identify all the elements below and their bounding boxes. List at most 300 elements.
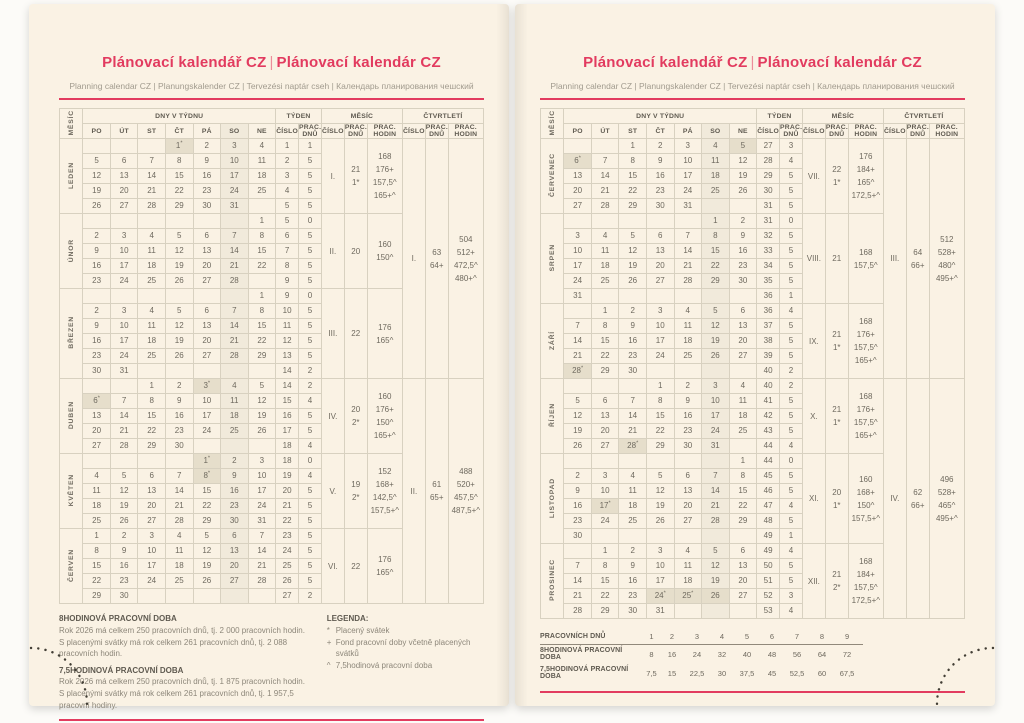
week-workdays-cell: 5	[299, 319, 322, 334]
conversion-value: 56	[792, 649, 802, 659]
conversion-row-label: 7,5HODINOVÁ PRACOVNÍ DOBA	[540, 666, 629, 681]
stat-line: 21	[832, 405, 842, 415]
day-cell: 5	[702, 304, 730, 319]
day-cell: 26	[564, 439, 592, 454]
day-cell: 20	[729, 334, 757, 349]
quarter-workdays-cell	[906, 139, 929, 379]
week-workdays-cell: 5	[299, 559, 322, 574]
day-cell: 7	[221, 304, 249, 319]
week-workdays-cell: 4	[780, 304, 803, 319]
paid-holiday-asterisk: *	[580, 365, 584, 372]
stat-line: 20	[351, 246, 361, 256]
day-cell: 19	[729, 169, 757, 184]
month-number-header: ČÍSLO	[802, 124, 825, 139]
day-cell: 29	[702, 274, 730, 289]
day-cell	[674, 454, 702, 469]
day-cell	[165, 454, 193, 469]
day-cell: 12	[564, 409, 592, 424]
day-cell: 19	[165, 334, 193, 349]
weekday-header: ČT	[646, 124, 674, 139]
month-workdays-cell	[344, 529, 367, 604]
day-cell: 6	[591, 394, 619, 409]
week-number-cell: 18	[276, 454, 299, 469]
week-number-cell: 2	[276, 154, 299, 169]
month-hours-cell	[848, 214, 883, 304]
day-cell: 1	[591, 544, 619, 559]
day-cell: 5	[83, 154, 111, 169]
day-cell: 10	[221, 154, 249, 169]
month-workdays-cell	[825, 544, 848, 619]
stat-line: 150^	[857, 500, 875, 510]
day-cell: 26	[729, 184, 757, 199]
day-cell	[83, 139, 111, 154]
week-workdays-cell: 0	[299, 289, 322, 304]
day-cell: 8	[165, 154, 193, 169]
quarter-workdays-header	[906, 124, 929, 139]
week-number-cell: 38	[757, 334, 780, 349]
day-cell	[193, 589, 221, 604]
day-cell	[221, 289, 249, 304]
column-group-month: MĚSÍC	[321, 109, 402, 124]
stat-line: 504	[459, 234, 473, 244]
day-cell: 5	[702, 544, 730, 559]
day-cell: 24	[564, 274, 592, 289]
quarter-number-header: ČÍSLO	[883, 124, 906, 139]
day-cell: 22	[138, 424, 166, 439]
day-cell: 10	[646, 559, 674, 574]
day-cell: 12	[83, 169, 111, 184]
quarter-number-cell	[883, 139, 906, 379]
day-cell: 3	[248, 454, 276, 469]
week-workdays-cell: 3	[780, 589, 803, 604]
week-number-cell: 16	[276, 409, 299, 424]
day-cell: 24	[646, 349, 674, 364]
stat-line: 64	[913, 247, 923, 257]
stat-line: 472,5^	[453, 260, 478, 270]
day-cell: 15	[83, 559, 111, 574]
legend-title: LEGENDA:	[326, 614, 369, 624]
day-cell: 2	[646, 139, 674, 154]
quarter-hours-header	[448, 124, 483, 139]
day-cell: 14	[221, 319, 249, 334]
day-cell: 7	[110, 394, 138, 409]
stat-line: 184+	[856, 165, 875, 175]
day-cell: 8	[83, 544, 111, 559]
week-workdays-cell: 5	[780, 169, 803, 184]
stat-line: 2*	[351, 493, 360, 503]
table-body	[540, 630, 863, 683]
column-header-month	[541, 109, 564, 139]
day-cell: 24	[674, 184, 702, 199]
stat-line: 1*	[832, 343, 841, 353]
conversion-value: 60	[817, 668, 827, 678]
day-cell: 7	[165, 469, 193, 484]
stat-line: 64+	[429, 260, 444, 270]
conversion-value: 48	[767, 649, 777, 659]
stat-line: 1*	[351, 178, 360, 188]
week-workdays-cell: 5	[299, 349, 322, 364]
week-number-cell: 51	[757, 574, 780, 589]
day-cell: 19	[248, 409, 276, 424]
conversion-value: 37,5	[739, 668, 755, 678]
stat-line: 150^	[376, 253, 394, 263]
month-name-vertical: BŘEZEN	[67, 316, 75, 350]
stat-line: III.	[328, 329, 338, 339]
day-cell	[564, 139, 592, 154]
stat-line: 62	[913, 487, 923, 497]
month-workdays-cell	[344, 454, 367, 529]
day-cell: 17	[702, 409, 730, 424]
day-cell: 30	[221, 514, 249, 529]
day-cell	[619, 289, 647, 304]
header-line: PRAC.	[935, 124, 958, 132]
day-cell: 17	[138, 559, 166, 574]
day-cell	[221, 364, 249, 379]
conversion-row	[540, 645, 863, 665]
day-cell: 8	[702, 229, 730, 244]
day-cell: 14	[619, 409, 647, 424]
month-workdays-header	[344, 124, 367, 139]
day-cell: 6	[729, 304, 757, 319]
day-cell: 31	[564, 289, 592, 304]
day-cell: 12	[165, 244, 193, 259]
day-cell: 8	[619, 154, 647, 169]
day-cell: 15	[702, 244, 730, 259]
day-cell: 9	[619, 559, 647, 574]
stat-line: 165+^	[373, 191, 396, 201]
title-separator: |	[750, 54, 755, 72]
week-workdays-cell: 4	[780, 154, 803, 169]
quarter-hours-header	[929, 124, 964, 139]
day-cell: 1	[619, 139, 647, 154]
day-cell: 19	[83, 184, 111, 199]
day-cell	[674, 604, 702, 619]
day-cell: 27	[729, 589, 757, 604]
weekday-header: ST	[619, 124, 647, 139]
quarter-number-cell	[402, 139, 425, 379]
month-number-cell	[321, 289, 344, 379]
stat-line: 160	[859, 474, 873, 484]
day-cell: 9	[83, 244, 111, 259]
day-cell: 3	[564, 229, 592, 244]
day-cell: 18	[221, 409, 249, 424]
column-group-weekdays: DNY V TÝDNU	[83, 109, 276, 124]
header-line: DNŮ	[829, 131, 845, 139]
day-cell: 18	[138, 334, 166, 349]
week-workdays-cell: 2	[299, 589, 322, 604]
day-cell: 6	[729, 544, 757, 559]
day-cell: 20	[83, 424, 111, 439]
day-cell: 6*	[564, 154, 592, 169]
title-slovak: Plánovací kalendár CZ	[276, 54, 441, 72]
day-cell: 27	[646, 274, 674, 289]
week-workdays-cell: 5	[299, 244, 322, 259]
paid-holiday-asterisk: *	[180, 140, 183, 147]
day-cell: 15	[591, 334, 619, 349]
table-body	[60, 139, 484, 604]
stat-line: I.	[411, 254, 417, 264]
day-cell	[702, 529, 730, 544]
day-cell: 23	[564, 514, 592, 529]
conversion-value: 16	[667, 649, 677, 659]
day-cell: 23	[221, 499, 249, 514]
perforation-corner-icon	[931, 642, 995, 706]
head-row-columns	[60, 124, 484, 139]
stat-line: 150^	[376, 418, 394, 428]
stat-line: IX.	[808, 336, 819, 346]
day-cell: 21	[138, 184, 166, 199]
page-left	[29, 4, 509, 710]
page-title	[59, 54, 484, 71]
day-cell: 13	[138, 484, 166, 499]
day-cell: 15	[248, 244, 276, 259]
stat-line: III.	[890, 254, 900, 264]
week-number-cell: 25	[276, 559, 299, 574]
day-cell: 5	[165, 229, 193, 244]
conversion-row	[540, 664, 863, 683]
week-workdays-cell: 5	[299, 334, 322, 349]
quarter-number-cell	[402, 379, 425, 604]
day-cell: 2	[564, 469, 592, 484]
day-cell	[646, 289, 674, 304]
day-cell: 23	[729, 259, 757, 274]
day-cell: 19	[702, 334, 730, 349]
day-cell: 2	[619, 544, 647, 559]
day-cell	[702, 454, 730, 469]
month-hours-cell	[367, 289, 402, 379]
month-number-cell	[321, 454, 344, 529]
week-number-cell: 29	[757, 169, 780, 184]
stat-line: 21	[832, 570, 842, 580]
day-cell	[674, 364, 702, 379]
stat-line: 22	[351, 329, 361, 339]
conversion-value: 15	[667, 668, 677, 678]
stat-line: 165+^	[373, 431, 396, 441]
day-cell: 19	[702, 574, 730, 589]
month-name-cell	[60, 139, 83, 214]
day-cell: 21	[674, 259, 702, 274]
working-time-notes	[59, 613, 311, 711]
day-cell: 24	[110, 274, 138, 289]
day-cell: 9	[110, 544, 138, 559]
week-number-cell: 22	[276, 514, 299, 529]
day-cell: 12	[165, 319, 193, 334]
week-workdays-cell: 4	[299, 469, 322, 484]
month-name-cell	[60, 289, 83, 379]
day-cell	[221, 439, 249, 454]
day-cell: 28	[165, 514, 193, 529]
stat-line: II.	[410, 486, 418, 496]
day-cell: 6	[221, 529, 249, 544]
day-cell: 6	[138, 469, 166, 484]
day-cell: 21	[248, 559, 276, 574]
day-cell	[221, 214, 249, 229]
day-cell: 21	[564, 349, 592, 364]
day-cell	[729, 289, 757, 304]
column-group-quarter: ČTVRTLETÍ	[402, 109, 483, 124]
week-number-cell: 9	[276, 289, 299, 304]
day-cell: 22	[83, 574, 111, 589]
day-cell	[165, 364, 193, 379]
day-cell: 20	[674, 499, 702, 514]
week-number-cell: 28	[757, 154, 780, 169]
week-workdays-cell: 5	[299, 574, 322, 589]
day-cell: 11	[248, 154, 276, 169]
day-cell: 29	[619, 199, 647, 214]
day-cell: 14	[221, 244, 249, 259]
day-cell: 18	[165, 559, 193, 574]
day-cell	[564, 214, 592, 229]
stat-line: 20	[832, 487, 842, 497]
stat-line: 528+	[937, 487, 956, 497]
day-cell	[729, 529, 757, 544]
week-number-cell: 31	[757, 214, 780, 229]
stat-line: 168+	[856, 487, 875, 497]
day-cell: 26	[165, 274, 193, 289]
day-cell	[110, 214, 138, 229]
calendar-right	[540, 108, 965, 619]
day-cell: 8	[248, 229, 276, 244]
day-cell: 31	[110, 364, 138, 379]
week-workdays-cell: 5	[299, 499, 322, 514]
week-number-cell: 14	[276, 379, 299, 394]
day-cell	[193, 364, 221, 379]
month-name-cell	[541, 379, 564, 454]
day-cell: 31	[674, 199, 702, 214]
day-cell	[83, 214, 111, 229]
month-name-vertical: ZÁŘÍ	[548, 330, 556, 350]
stat-line: IV.	[328, 411, 338, 421]
day-cell: 16	[674, 409, 702, 424]
conversion-row-label: PRACOVNÍCH DNŮ	[540, 630, 640, 645]
legend-item	[327, 660, 484, 672]
day-cell: 3	[646, 304, 674, 319]
conversion-value: 7,5	[646, 668, 657, 678]
title-czech: Plánovací kalendář CZ	[102, 54, 267, 72]
day-cell: 7	[248, 529, 276, 544]
week-number-cell: 37	[757, 319, 780, 334]
paid-holiday-asterisk: *	[207, 470, 211, 477]
day-cell: 23	[83, 349, 111, 364]
footer-rule	[540, 691, 965, 693]
day-cell: 28*	[564, 364, 592, 379]
day-cell: 11	[591, 244, 619, 259]
stat-line: 21	[832, 254, 842, 264]
week-workdays-cell: 5	[299, 229, 322, 244]
week-number-cell: 20	[276, 484, 299, 499]
day-cell: 2	[83, 229, 111, 244]
day-cell: 9	[83, 319, 111, 334]
conversion-value: 64	[817, 649, 827, 659]
week-number-cell: 5	[276, 214, 299, 229]
day-cell: 7	[564, 319, 592, 334]
stat-line: 176	[859, 152, 873, 162]
header-line: DNŮ	[348, 131, 364, 139]
day-cell: 22	[193, 499, 221, 514]
day-cell: 14	[248, 544, 276, 559]
header-line: HODIN	[935, 131, 959, 139]
day-cell: 5	[619, 229, 647, 244]
month-name-cell	[60, 379, 83, 454]
week-number-cell: 27	[757, 139, 780, 154]
head-row-groups	[60, 109, 484, 124]
day-cell: 4	[165, 529, 193, 544]
week-number-cell: 33	[757, 244, 780, 259]
week-workdays-cell: 5	[780, 244, 803, 259]
month-hours-header	[367, 124, 402, 139]
month-name-vertical: ČERVENEC	[548, 153, 556, 198]
quarter-hours-cell	[448, 379, 483, 604]
week-workdays-cell: 5	[780, 514, 803, 529]
weekday-header: SO	[702, 124, 730, 139]
weekday-header: SO	[221, 124, 249, 139]
day-cell: 19	[165, 259, 193, 274]
day-cell: 17	[674, 169, 702, 184]
day-cell: 16	[646, 169, 674, 184]
day-cell: 8	[248, 304, 276, 319]
month-workdays-cell	[825, 454, 848, 544]
day-cell: 10	[674, 154, 702, 169]
day-cell: 16	[193, 169, 221, 184]
day-cell: 14	[564, 574, 592, 589]
title-separator: |	[269, 54, 274, 72]
weekday-header: NE	[729, 124, 757, 139]
week-number-header: ČÍSLO	[276, 124, 299, 139]
day-cell: 10	[646, 319, 674, 334]
planning-calendar-table	[59, 108, 484, 604]
month-hours-cell	[848, 454, 883, 544]
day-cell: 25	[248, 184, 276, 199]
month-name-vertical: SRPEN	[548, 243, 556, 272]
week-workdays-cell: 4	[299, 439, 322, 454]
table-head	[60, 109, 484, 139]
day-cell: 13	[591, 409, 619, 424]
day-cell: 4	[674, 304, 702, 319]
day-cell: 25	[138, 274, 166, 289]
stat-line: 66+	[910, 500, 925, 510]
quarter-workdays-cell	[425, 379, 448, 604]
day-cell: 6	[646, 229, 674, 244]
week-workdays-cell: 4	[780, 499, 803, 514]
day-cell: 25	[165, 574, 193, 589]
day-cell: 4	[702, 139, 730, 154]
day-cell: 17	[248, 484, 276, 499]
day-cell: 28	[564, 604, 592, 619]
month-workdays-cell	[825, 379, 848, 454]
day-cell: 25	[619, 514, 647, 529]
day-cell: 8	[591, 559, 619, 574]
header-rule	[540, 98, 965, 100]
day-cell: 13	[83, 409, 111, 424]
day-cell: 28	[110, 439, 138, 454]
day-cell: 7	[619, 394, 647, 409]
day-cell: 22	[702, 259, 730, 274]
stat-line: 157,5^	[853, 260, 878, 270]
week-workdays-cell: 5	[299, 484, 322, 499]
day-cell: 22	[165, 184, 193, 199]
stat-line: VIII.	[806, 254, 821, 264]
day-cell: 3	[138, 529, 166, 544]
week-number-cell: 10	[276, 304, 299, 319]
week-workdays-cell: 4	[299, 394, 322, 409]
day-cell	[591, 214, 619, 229]
weekday-header: ST	[138, 124, 166, 139]
day-cell: 18	[83, 499, 111, 514]
day-cell: 29	[193, 514, 221, 529]
day-cell: 20	[591, 424, 619, 439]
week-workdays-cell: 5	[780, 199, 803, 214]
day-cell: 7	[702, 469, 730, 484]
